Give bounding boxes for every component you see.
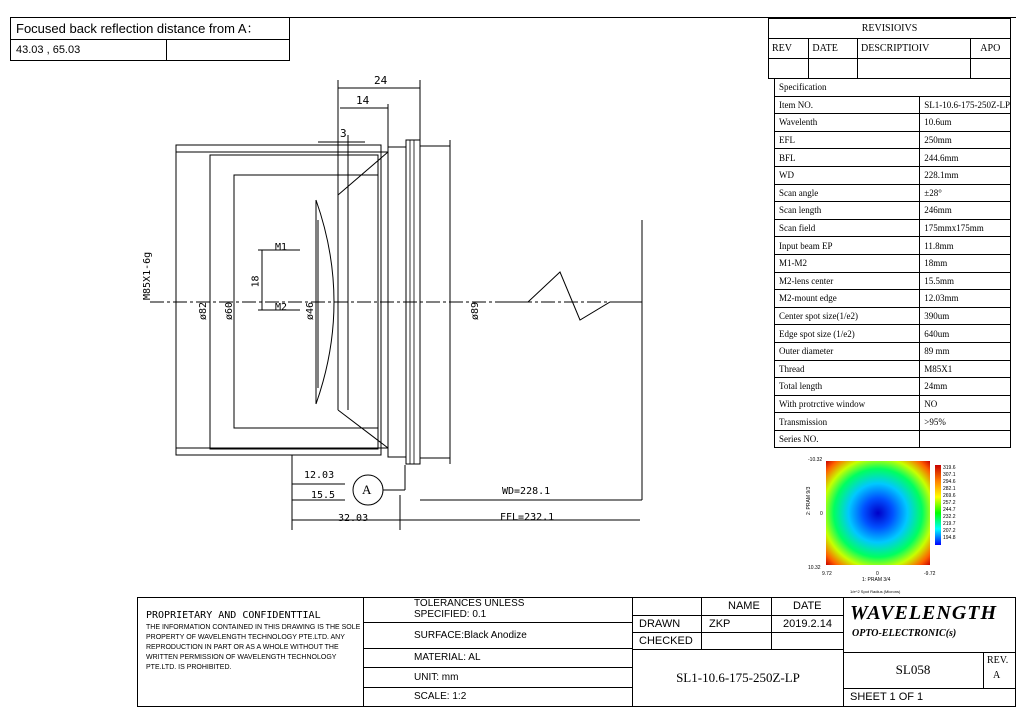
heatmap-x-mid: 0	[876, 571, 879, 577]
company-sub: OPTO-ELECTRONIC(s)	[852, 628, 957, 639]
spec-value: 12.03mm	[920, 290, 1011, 308]
sheet-label: SHEET 1 OF 1	[850, 691, 924, 703]
ref-a-label: A	[362, 482, 372, 497]
spec-value: SL1-10.6-175-250Z-LP	[920, 96, 1011, 114]
revisions-table	[768, 18, 1011, 79]
tolerances-label: TOLERANCES UNLESS	[414, 598, 525, 609]
proprietary-text: THE INFORMATION CONTAINED IN THIS DRAWING IS THE SOLE PROPERTY OF WAVELENGTH TECHNOLOGY PTE.LTD. ANY REPRODUCTION IN PART OR AS A WHOLE WITHOUT THE WRITTEN PERMISSION OF WAVELENGTH TECHNOLOGY PTE.LTD. IS PROHIBITED.	[146, 624, 361, 671]
spec-label: Series NO.	[775, 430, 920, 448]
spec-row	[775, 378, 1011, 396]
spec-label: Edge spot size (1/e2)	[775, 325, 920, 343]
dim-3: 3	[340, 127, 347, 140]
company-logo: WAVELENGTH	[850, 602, 998, 624]
checked-label: CHECKED	[639, 635, 693, 647]
focus-distance-title: Focused back reflection distance from A：	[11, 18, 289, 40]
label-m1: M1	[275, 242, 288, 253]
rev-value: A	[993, 670, 1001, 681]
dim-d82: ø82	[198, 301, 209, 320]
heatmap-x-left: 9.72	[822, 571, 832, 577]
drawn-label: DRAWN	[639, 618, 681, 630]
name-header: NAME	[728, 600, 760, 612]
spec-value: M85X1	[920, 360, 1011, 378]
spec-row	[775, 325, 1011, 343]
spec-value: 640um	[920, 325, 1011, 343]
thread-label: M85X1-6g	[142, 251, 153, 300]
spec-header: Specification	[775, 79, 1011, 97]
spec-value: 250mm	[920, 131, 1011, 149]
drawn-date: 2019.2.14	[783, 618, 832, 630]
spec-value: 10.6um	[920, 114, 1011, 132]
unit-label: UNIT: mm	[364, 668, 632, 688]
dim-18: 18	[250, 275, 262, 288]
part-number: SL1-10.6-175-250Z-LP	[676, 670, 800, 685]
spec-label: WD	[775, 166, 920, 184]
spec-value: NO	[920, 395, 1011, 413]
spec-row	[775, 430, 1011, 448]
wd-label: WD=228.1	[502, 486, 551, 497]
dim-12-03: 12.03	[304, 470, 335, 481]
spec-label: With protrctive window	[775, 395, 920, 413]
heatmap-y-mid: 0	[820, 511, 823, 517]
spec-label: Outer diameter	[775, 342, 920, 360]
spec-row	[775, 166, 1011, 184]
spec-row	[775, 360, 1011, 378]
tolerances-column	[364, 598, 632, 706]
spec-label: Scan length	[775, 202, 920, 220]
spec-row	[775, 149, 1011, 167]
spec-label: EFL	[775, 131, 920, 149]
desc-header: DESCRIPTIOIV	[858, 39, 971, 59]
spec-value: 390um	[920, 307, 1011, 325]
specified-label: SPECIFIED: 0.1	[414, 609, 487, 620]
spec-label: Scan angle	[775, 184, 920, 202]
drawn-name: ZKP	[709, 618, 731, 630]
colorbar	[935, 465, 941, 545]
outer-body	[176, 145, 381, 455]
spec-value: 18mm	[920, 254, 1011, 272]
spec-label: M2-lens center	[775, 272, 920, 290]
focus-distance-value: 43.03 , 65.03	[11, 40, 167, 60]
spec-value: ±28°	[920, 184, 1011, 202]
label-m2: M2	[275, 302, 288, 313]
dim-d46: ø46	[305, 301, 316, 320]
material-label: MATERIAL: AL	[364, 649, 632, 668]
apo-header: APO	[970, 39, 1010, 59]
spec-row	[775, 202, 1011, 220]
spec-value: 89 mm	[920, 342, 1011, 360]
dim-d60: ø60	[224, 301, 235, 320]
dim-14: 14	[356, 94, 370, 107]
spec-row	[775, 272, 1011, 290]
spec-value: 246mm	[920, 202, 1011, 220]
heatmap-caption: 1/e^2 Spot Radius (Microns)	[850, 589, 901, 594]
spec-row	[775, 413, 1011, 431]
rev-label: REV.	[987, 655, 1009, 666]
spec-table	[774, 78, 1011, 448]
heatmap-y-top: -10.32	[808, 457, 823, 463]
spec-value: 11.8mm	[920, 237, 1011, 255]
spec-label: BFL	[775, 149, 920, 167]
spec-row	[775, 237, 1011, 255]
rev-header: REV	[769, 39, 809, 59]
spec-label: M2-mount edge	[775, 290, 920, 308]
heatmap-x-label: 1: PRAM 3/4	[862, 577, 891, 583]
spec-value	[920, 430, 1011, 448]
dim-15-5: 15.5	[311, 490, 336, 501]
spec-label: M1-M2	[775, 254, 920, 272]
spec-value: 175mmx175mm	[920, 219, 1011, 237]
spec-label: Input beam EP	[775, 237, 920, 255]
spec-row	[775, 254, 1011, 272]
ffl-label: FFL=232.1	[500, 512, 555, 523]
dim-24: 24	[374, 74, 388, 87]
spec-value: 244.6mm	[920, 149, 1011, 167]
spec-value: 15.5mm	[920, 272, 1011, 290]
heatmap-x-right: -9.72	[924, 571, 936, 577]
revisions-title: REVISIOIVS	[769, 19, 1011, 39]
proprietary-title: PROPRIETARY AND CONFIDENTTIAL	[146, 610, 321, 621]
approval-grid	[633, 598, 843, 650]
colorbar-scale: 319.6 307.1 294.6 282.1 269.6 257.2 244.7 232.2 219.7 207.2 194.8	[943, 465, 956, 541]
spec-label: Transmission	[775, 413, 920, 431]
spec-label: Item NO.	[775, 96, 920, 114]
spec-row	[775, 290, 1011, 308]
spec-row	[775, 219, 1011, 237]
heatmap-y-label: 2: PRAM 9/3	[806, 486, 812, 515]
spec-row	[775, 307, 1011, 325]
date-header: DATE	[809, 39, 858, 59]
spec-row	[775, 114, 1011, 132]
heatmap-image	[826, 461, 930, 565]
date-header: DATE	[793, 600, 822, 612]
spec-row	[775, 131, 1011, 149]
spec-label: Wavelenth	[775, 114, 920, 132]
spec-label: Thread	[775, 360, 920, 378]
drawing-number: SL058	[895, 662, 931, 677]
proprietary-notice	[146, 610, 361, 673]
spec-value: >95%	[920, 413, 1011, 431]
spec-row	[775, 395, 1011, 413]
title-block	[137, 597, 1016, 707]
spec-row	[775, 342, 1011, 360]
spec-value: 228.1mm	[920, 166, 1011, 184]
dim-d89: ø89	[470, 301, 481, 320]
spec-row	[775, 96, 1011, 114]
surface-label: SURFACE:Black Anodize	[364, 623, 632, 649]
scale-label: SCALE: 1:2	[414, 691, 467, 702]
spec-value: 24mm	[920, 378, 1011, 396]
spec-label: Scan field	[775, 219, 920, 237]
heatmap-y-bot: 10.32	[808, 565, 821, 571]
dim-32-03: 32.03	[338, 513, 369, 524]
spec-label: Total length	[775, 378, 920, 396]
spot-size-heatmap	[800, 455, 970, 595]
spec-label: Center spot size(1/e2)	[775, 307, 920, 325]
spec-row	[775, 184, 1011, 202]
